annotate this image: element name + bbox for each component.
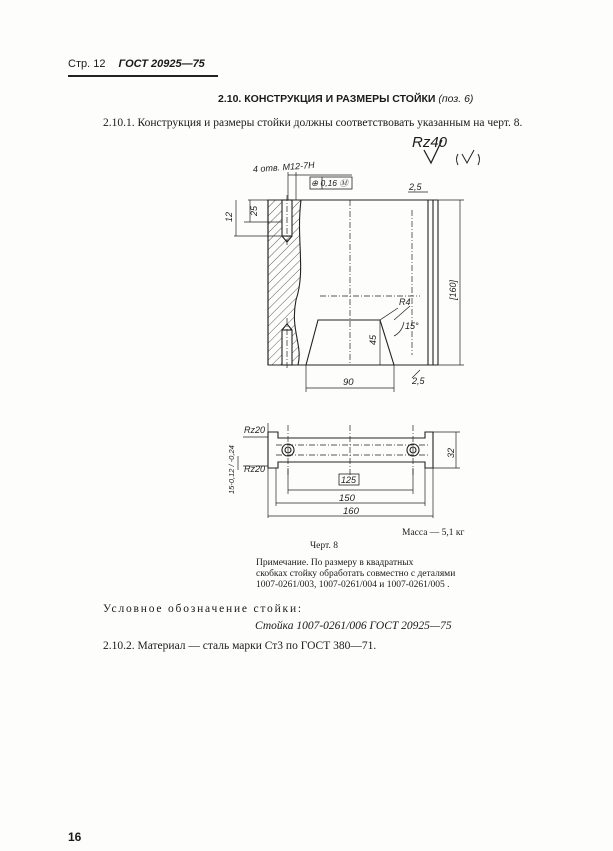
note-line-3: 1007-0261/003, 1007-0261/004 и 1007-0261/005 . bbox=[256, 580, 450, 590]
dim-15-tol: 15-0,12 / -0,24 bbox=[227, 445, 236, 494]
dim-12: 12 bbox=[224, 211, 234, 222]
dim-2-5-top: 2,5 bbox=[409, 182, 422, 192]
side-view bbox=[234, 172, 464, 392]
section-pos: (поз. 6) bbox=[438, 93, 474, 105]
dim-125: 125 bbox=[341, 475, 357, 485]
dim-rz20-top: Rz20 bbox=[244, 425, 266, 435]
dim-15deg: 15° bbox=[405, 321, 419, 331]
page-number: 16 bbox=[68, 830, 82, 844]
roughness-main: Rz40 bbox=[412, 134, 448, 151]
dim-32: 32 bbox=[446, 447, 456, 458]
roughness-check-icon bbox=[424, 140, 480, 165]
dim-150: 150 bbox=[339, 493, 355, 504]
dim-25: 25 bbox=[249, 205, 259, 216]
note-line-1: Примечание. По размеру в квадратных bbox=[256, 558, 414, 568]
section-title-text: 2.10. КОНСТРУКЦИЯ И РАЗМЕРЫ СТОЙКИ bbox=[218, 93, 436, 105]
dim-r4: R4 bbox=[399, 297, 411, 307]
paragraph-2-10-2: 2.10.2. Материал — сталь марки Ст3 по ГОСТ 380—71. bbox=[103, 640, 377, 652]
dim-45: 45 bbox=[368, 334, 378, 345]
dim-160-bracket: [160] bbox=[448, 279, 458, 300]
dim-2-5-bottom: 2,5 bbox=[412, 376, 425, 386]
dim-thread: 4 отв. М12-7Н bbox=[252, 159, 315, 175]
standard-label: ГОСТ 20925—75 bbox=[118, 58, 205, 70]
designation-text: Стойка 1007-0261/006 ГОСТ 20925—75 bbox=[255, 620, 452, 632]
dim-160: 160 bbox=[343, 506, 359, 517]
figure-caption: Черт. 8 bbox=[310, 541, 338, 551]
page-label: Стр. 12 bbox=[68, 58, 106, 70]
dim-position-tol: ⊕ 0,16 Ⓜ bbox=[311, 178, 348, 188]
paragraph-2-10-1: 2.10.1. Конструкция и размеры стойки должны соответствовать указанным на черт. 8. bbox=[103, 117, 523, 129]
note-line-2: скобках стойку обработать совместно с деталями bbox=[256, 569, 456, 579]
designation-heading: Условное обозначение стойки: bbox=[103, 603, 303, 615]
dim-rz20-bottom: Rz20 bbox=[244, 464, 266, 474]
mass-label: Масса — 5,1 кг bbox=[402, 528, 465, 538]
dim-90: 90 bbox=[343, 377, 354, 388]
